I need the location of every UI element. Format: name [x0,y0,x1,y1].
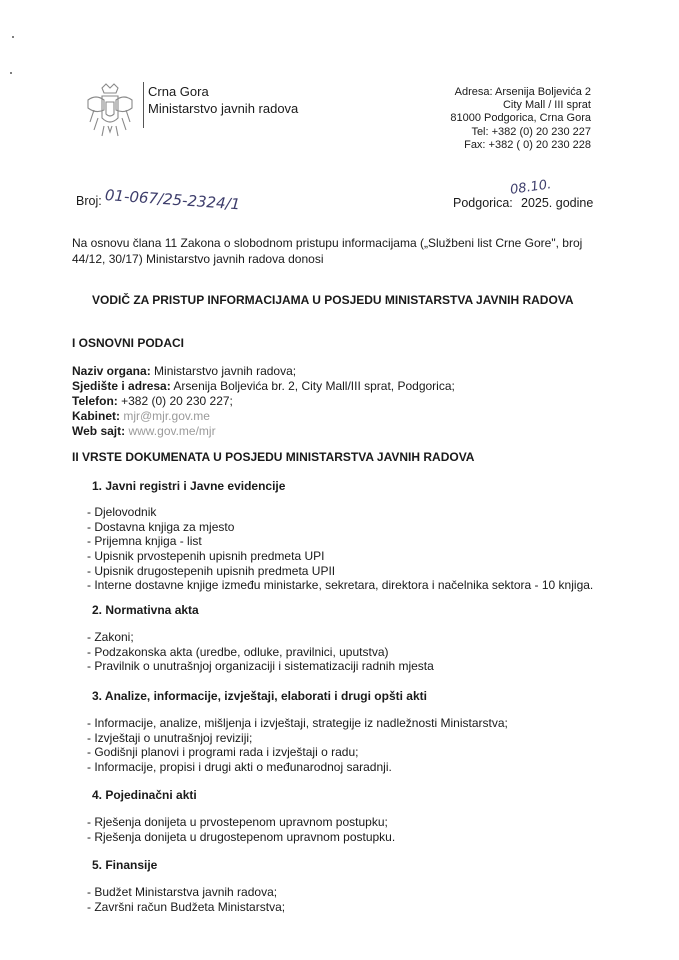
list-item: - Pravilnik o unutrašnjoj organizaciji i sistematizaciji radnih mjesta [87,659,434,674]
document-list [87,885,285,914]
date-handwritten: 08.10. [509,177,553,198]
city-label: Podgorica: [453,196,513,210]
list-item: - Godišnji planovi i programi rada i izvještaji o radu; [87,745,359,760]
scan-speck [12,36,14,38]
list-item: - Djelovodnik [87,505,157,519]
info-value: Ministarstvo javnih radova; [154,364,297,378]
info-label: Naziv organa: [72,364,151,378]
info-label: Telefon: [72,394,118,408]
list-item: - Izvještaji o unutrašnjoj reviziji; [87,730,253,745]
document-list [87,716,508,775]
broj-handwritten: 01-067/25-2324/1 [104,186,241,214]
info-row [72,409,455,424]
scan-speck [10,72,12,74]
subsection-title: 2. Normativna akta [92,603,199,617]
address-line: Fax: +382 ( 0) 20 230 228 [464,138,591,151]
list-item: - Zakoni; [87,630,134,644]
list-item: - Rješenja donijeta u drugostepenom upravnom postupku. [87,829,396,844]
address-block [450,86,591,152]
list-item: - Završni račun Budžeta Ministarstva; [87,899,286,914]
info-label: Kabinet: [72,409,120,423]
list-item: - Upisnik prvostepenih upisnih predmeta UPI [87,549,325,564]
ministry-name: Ministarstvo javnih radova [148,101,299,116]
address-line: 81000 Podgorica, Crna Gora [450,112,591,125]
document-title: VODIČ ZA PRISTUP INFORMACIJAMA U POSJEDU MINISTARSTVA JAVNIH RADOVA [92,293,574,307]
document-list [87,630,434,674]
broj-label: Broj: [76,194,102,208]
address-line: Tel: +382 (0) 20 230 227 [471,125,591,138]
list-item: - Budžet Ministarstva javnih radova; [87,885,278,899]
email-link[interactable]: mjr@mjr.gov.me [123,409,210,423]
list-item: - Interne dostavne knjige između ministarke, sekretara, direktora i načelnika sektora - 10 knjiga. [87,578,594,593]
website-link[interactable]: www.gov.me/mjr [128,424,216,438]
list-item: - Podzakonska akta (uredbe, odluke, pravilnici, uputstva) [87,644,389,659]
info-row [72,394,455,409]
info-row [72,424,455,439]
list-item: - Rješenja donijeta u prvostepenom upravnom postupku; [87,815,388,829]
list-item: - Prijemna knjiga - list [87,534,202,549]
intro-line: Na osnovu člana 11 Zakona o slobodnom pristupu informacijama („Službeni list Crne Gore", broj [72,236,583,250]
info-row [72,364,455,379]
basic-info-list [72,364,455,439]
list-item: - Informacije, analize, mišljenja i izvještaji, strategije iz nadležnosti Ministarstva; [87,716,508,730]
header-divider [143,82,144,128]
subsection-title: 4. Pojedinačni akti [92,788,197,802]
info-value: Arsenija Boljevića br. 2, City Mall/III sprat, Podgorica; [173,379,455,393]
info-value: +382 (0) 20 230 227; [121,394,233,408]
list-item: - Upisnik drugostepenih upisnih predmeta UPII [87,563,336,578]
address-line: City Mall / III sprat [502,99,591,112]
document-list [87,505,593,593]
list-item: - Dostavna knjiga za mjesto [87,519,235,534]
coat-of-arms-icon [82,80,138,140]
subsection-title: 1. Javni registri i Javne evidencije [92,479,286,493]
country-name: Crna Gora [148,84,209,99]
section-heading: I OSNOVNI PODACI [72,336,185,350]
info-label: Sjedište i adresa: [72,379,171,393]
document-list [87,815,395,844]
year-text: 2025. godine [521,196,594,210]
info-label: Web sajt: [72,424,126,438]
info-row [72,379,455,394]
intro-line: 44/12, 30/17) Ministarstvo javnih radova donosi [72,252,324,266]
list-item: - Informacije, propisi i drugi akti o međunarodnoj saradnji. [87,760,392,775]
section-heading: II VRSTE DOKUMENATA U POSJEDU MINISTARSTVA JAVNIH RADOVA [72,450,475,464]
subsection-title: 5. Finansije [92,858,158,872]
subsection-title: 3. Analize, informacije, izvještaji, elaborati i drugi opšti akti [92,689,427,703]
address-line: Adresa: Arsenija Boljevića 2 [454,86,591,98]
